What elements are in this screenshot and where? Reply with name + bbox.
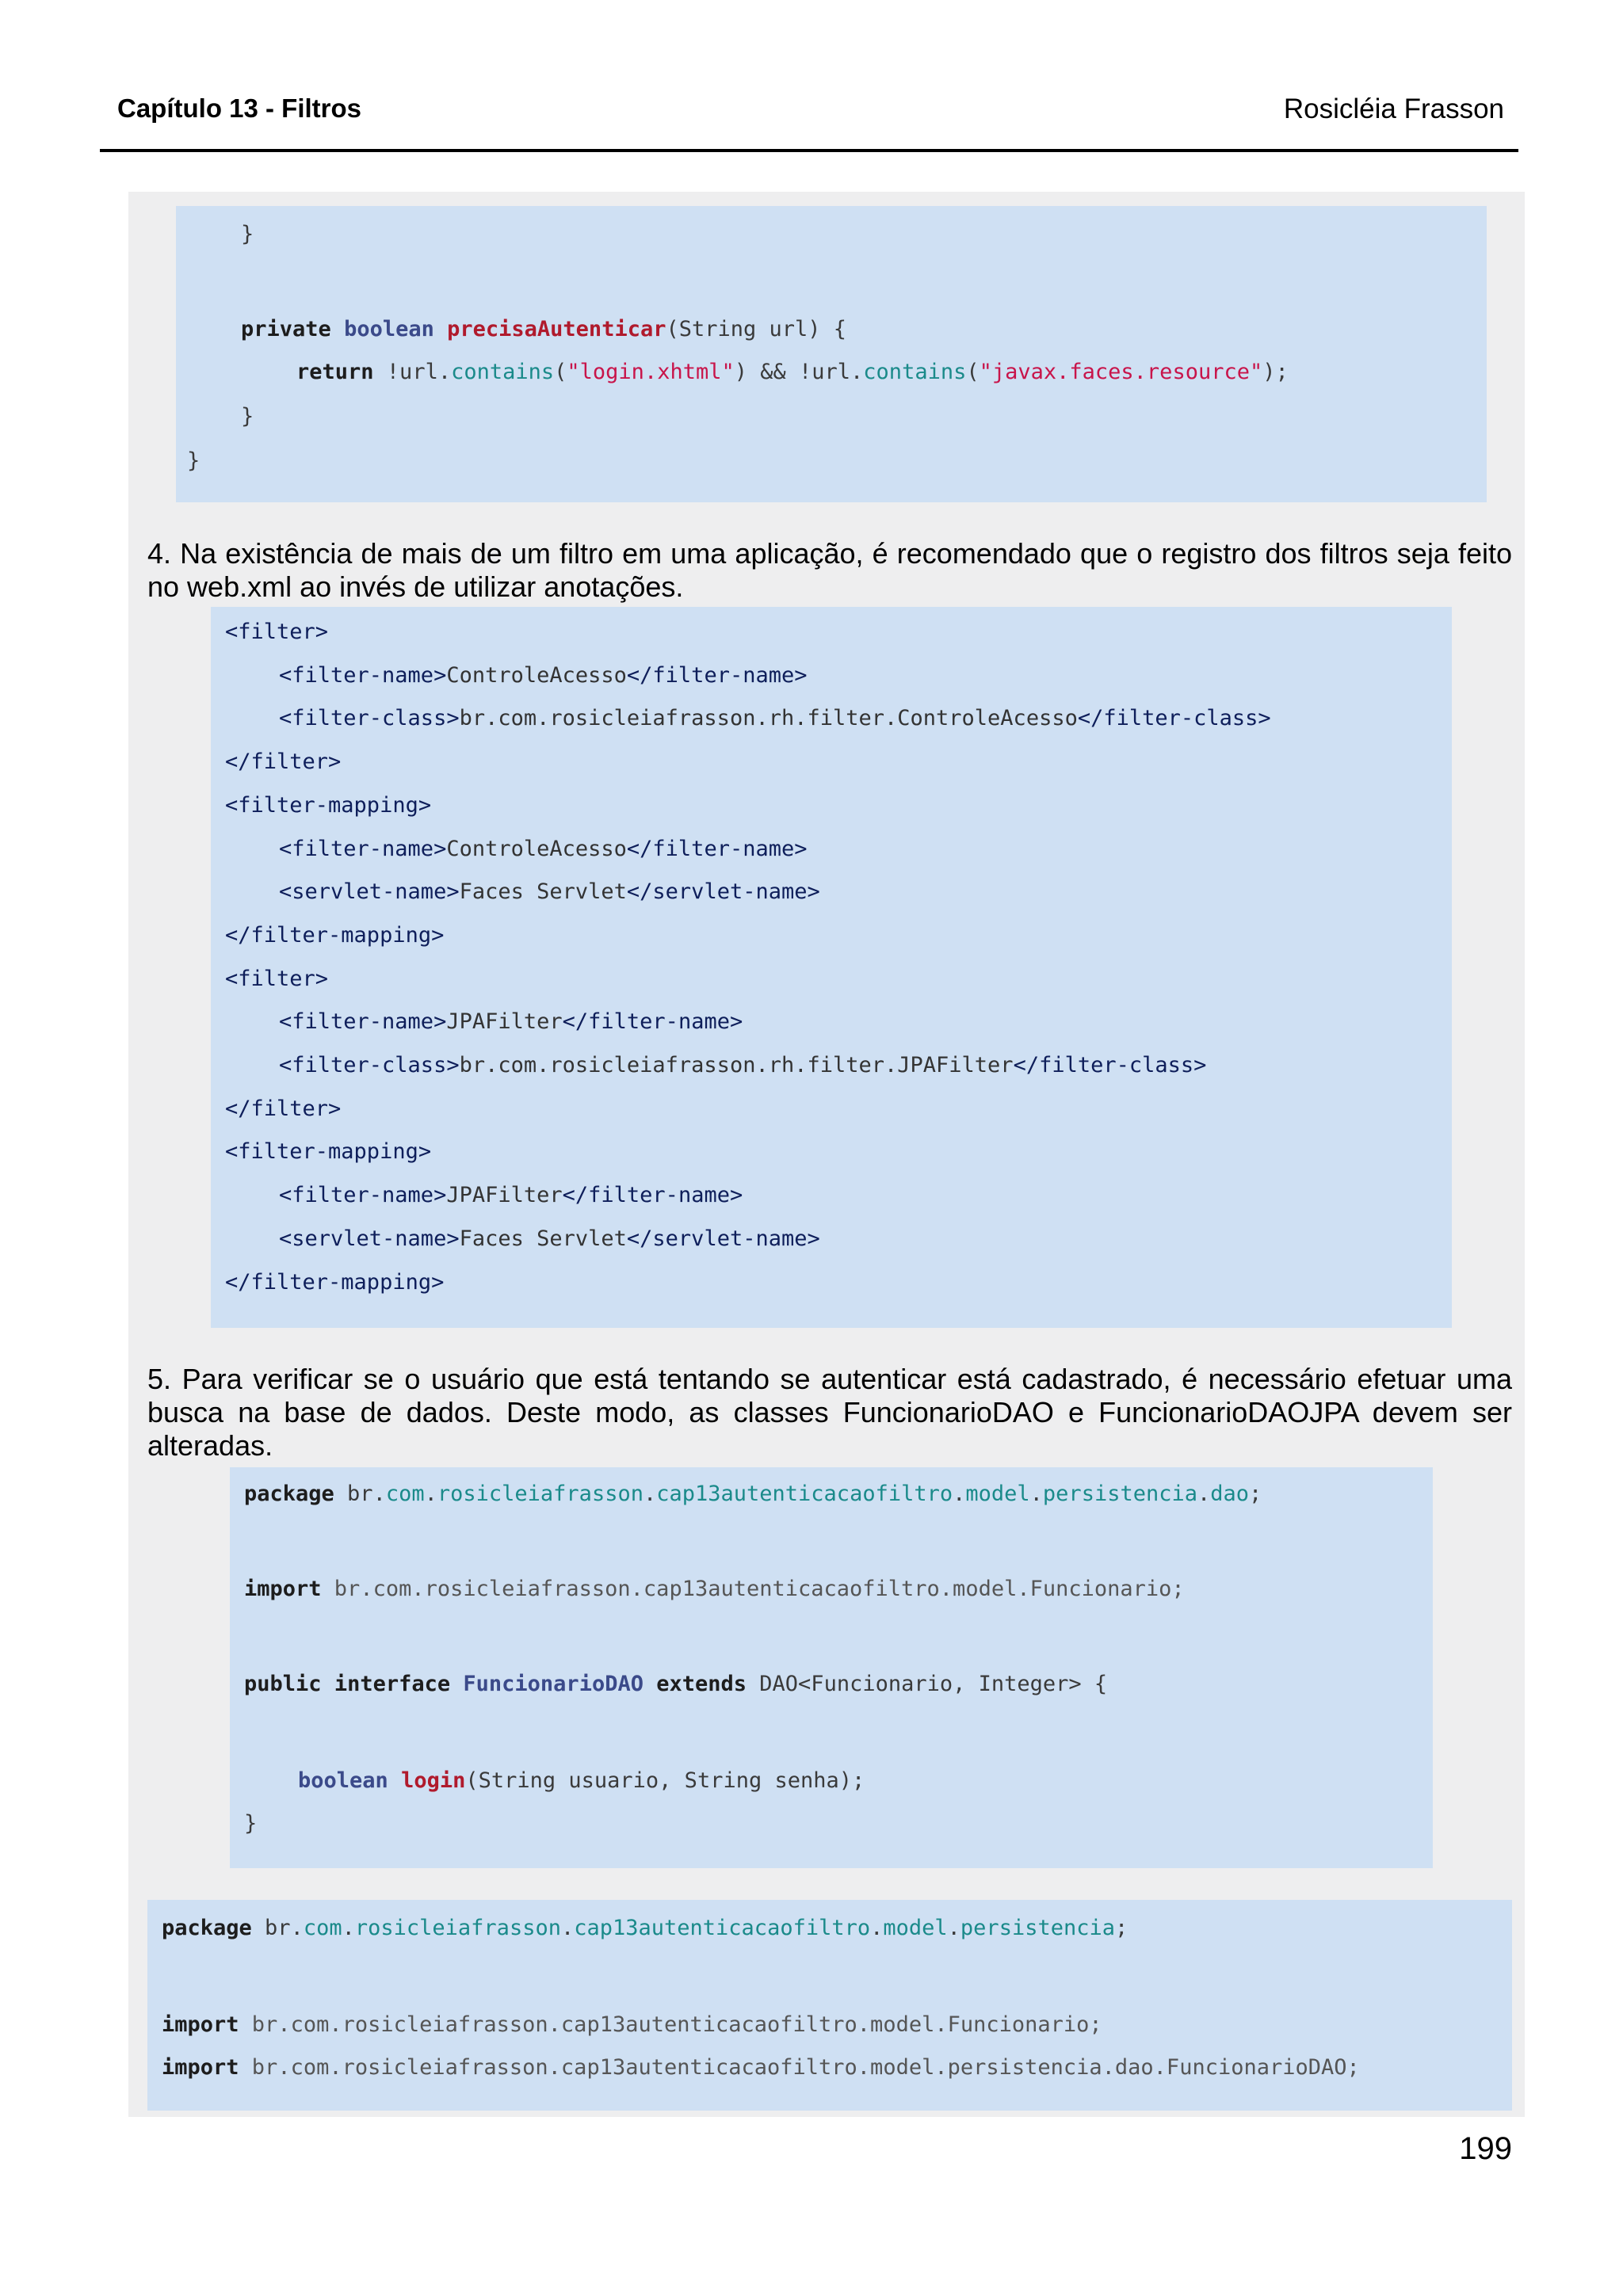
paragraph-4: 4. Na existência de mais de um filtro em uma aplicação, é recomendado que o registro dos filtros seja feito no web.xml ao invés de utilizar anotações. xyxy=(147,537,1512,603)
code-block-funcionario-dao xyxy=(230,1467,1433,1868)
code-line: import br.com.rosicleiafrasson.cap13autenticacaofiltro.model.Funcionario; xyxy=(162,2012,1102,2037)
code-line: boolean login(String usuario, String senha); xyxy=(298,1768,865,1793)
code-line: public interface FuncionarioDAO extends DAO<Funcionario, Integer> { xyxy=(244,1672,1108,1696)
code-line: package br.com.rosicleiafrasson.cap13autenticacaofiltro.model.persistencia.dao; xyxy=(244,1482,1262,1506)
xml-line: <servlet-name>Faces Servlet</servlet-name> xyxy=(279,879,820,905)
xml-line: <servlet-name>Faces Servlet</servlet-name> xyxy=(279,1226,820,1251)
code-line: return !url.contains("login.xhtml") && !url.contains("javax.faces.resource"); xyxy=(296,360,1289,384)
code-line: } xyxy=(241,404,254,429)
code-line: } xyxy=(187,448,200,473)
code-line: private boolean precisaAutenticar(String url) { xyxy=(241,317,847,341)
paragraph-5: 5. Para verificar se o usuário que está tentando se autenticar está cadastrado, é necessário efetuar uma busca na base de dados. Deste modo, as classes FuncionarioDAO e FuncionarioDAOJPA devem ser alteradas. xyxy=(147,1363,1512,1462)
xml-line: </filter-mapping> xyxy=(225,922,445,948)
xml-line: <filter> xyxy=(225,966,329,991)
xml-line: </filter-mapping> xyxy=(225,1269,445,1295)
code-line: package br.com.rosicleiafrasson.cap13autenticacaofiltro.model.persistencia; xyxy=(162,1916,1128,1940)
xml-line: <filter-class>br.com.rosicleiafrasson.rh.filter.ControleAcesso</filter-class> xyxy=(279,706,1271,731)
header-divider xyxy=(100,149,1518,152)
code-line: } xyxy=(241,222,254,246)
code-block-web-xml xyxy=(211,607,1452,1328)
code-block-funcionario-dao-jpa xyxy=(147,1900,1512,2111)
xml-line: <filter-name>ControleAcesso</filter-name> xyxy=(279,662,808,688)
xml-line: <filter-class>br.com.rosicleiafrasson.rh.filter.JPAFilter</filter-class> xyxy=(279,1053,1207,1077)
code-block-java-precisa-autenticar xyxy=(176,206,1487,502)
xml-line: <filter-name>JPAFilter</filter-name> xyxy=(279,1009,743,1035)
xml-line: <filter-mapping> xyxy=(225,792,432,818)
page-number: 199 xyxy=(1459,2131,1512,2166)
xml-line: <filter-mapping> xyxy=(225,1139,432,1165)
author-name: Rosicléia Frasson xyxy=(1283,93,1504,124)
xml-line: </filter> xyxy=(225,749,342,775)
code-line: import br.com.rosicleiafrasson.cap13autenticacaofiltro.model.persistencia.dao.FuncionarioDAO; xyxy=(162,2055,1360,2080)
xml-line: <filter-name>ControleAcesso</filter-name> xyxy=(279,836,808,861)
xml-line: </filter> xyxy=(225,1096,342,1121)
code-line: import br.com.rosicleiafrasson.cap13autenticacaofiltro.model.Funcionario; xyxy=(244,1577,1185,1601)
code-line: } xyxy=(244,1811,258,1836)
xml-line: <filter> xyxy=(225,620,329,644)
xml-line: <filter-name>JPAFilter</filter-name> xyxy=(279,1183,743,1208)
chapter-title: Capítulo 13 - Filtros xyxy=(117,93,362,123)
